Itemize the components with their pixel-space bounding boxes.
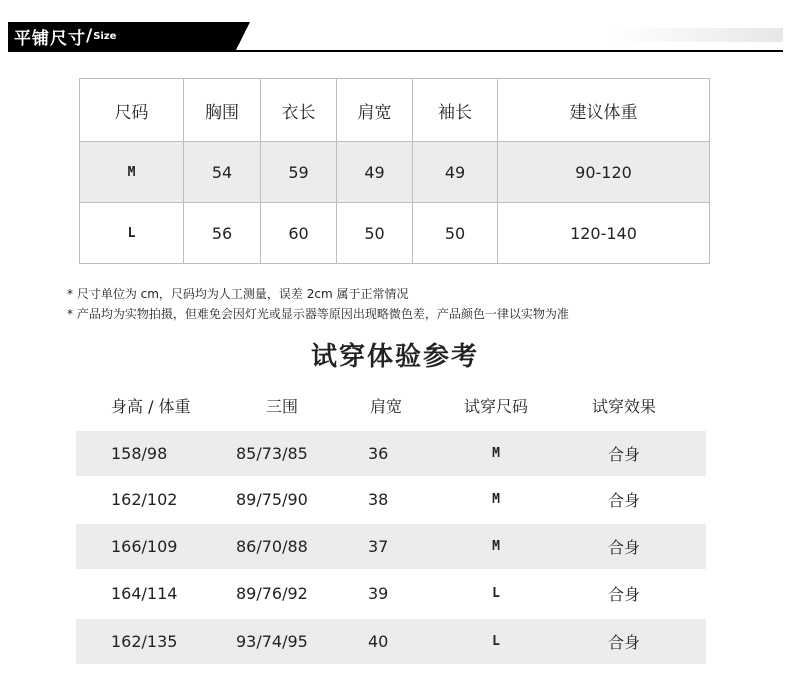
header-tab bbox=[8, 22, 236, 50]
note-color: * 产品均为实物拍摄，但难免会因灯光或显示器等原因出现略微色差，产品颜色一律以实物为准 bbox=[67, 307, 569, 321]
ref-cell-shoulder: 39 bbox=[368, 584, 389, 603]
ref-cell-height-weight: 166/109 bbox=[111, 537, 178, 556]
size-cell-size: M bbox=[80, 142, 184, 203]
size-table-row bbox=[80, 203, 710, 264]
ref-cell-measurements: 89/75/90 bbox=[236, 490, 308, 509]
ref-cell-height-weight: 164/114 bbox=[111, 584, 178, 603]
ref-cell-height-weight: 162/135 bbox=[111, 632, 178, 651]
size-cell-weight: 90-120 bbox=[498, 142, 710, 203]
header-slash: / bbox=[86, 26, 93, 46]
ref-cell-measurements: 89/76/92 bbox=[236, 584, 308, 603]
reference-title: 试穿体验参考 bbox=[310, 342, 479, 372]
ref-col-height-weight: 身高 / 体重 bbox=[111, 396, 191, 416]
ref-cell-shoulder: 37 bbox=[368, 537, 389, 556]
size-cell-shoulder: 49 bbox=[337, 142, 413, 203]
ref-cell-shoulder: 36 bbox=[368, 444, 389, 463]
header-subtitle: Size bbox=[93, 30, 117, 42]
size-cell-shoulder: 50 bbox=[337, 203, 413, 264]
reference-row bbox=[76, 477, 706, 522]
ref-cell-fit: 合身 bbox=[607, 633, 640, 652]
ref-cell-tried-size: L bbox=[492, 634, 500, 649]
size-cell-weight: 120-140 bbox=[498, 203, 710, 264]
ref-cell-measurements: 86/70/88 bbox=[236, 537, 308, 556]
size-cell-chest: 54 bbox=[184, 142, 261, 203]
ref-col-measurements: 三围 bbox=[266, 396, 299, 416]
size-table-row bbox=[80, 142, 710, 203]
ref-cell-tried-size: M bbox=[492, 446, 500, 461]
size-col-chest: 胸围 bbox=[184, 79, 261, 142]
reference-row bbox=[76, 524, 706, 569]
ref-cell-tried-size: L bbox=[492, 586, 500, 601]
size-col-weight: 建议体重 bbox=[498, 79, 710, 142]
size-col-sleeve: 袖长 bbox=[413, 79, 498, 142]
ref-col-shoulder: 肩宽 bbox=[370, 396, 403, 416]
size-cell-length: 60 bbox=[261, 203, 337, 264]
size-table-header-row bbox=[80, 79, 710, 142]
size-col-size: 尺码 bbox=[80, 79, 184, 142]
ref-cell-shoulder: 38 bbox=[368, 490, 389, 509]
ref-cell-height-weight: 162/102 bbox=[111, 490, 178, 509]
size-cell-sleeve: 50 bbox=[413, 203, 498, 264]
header-slant-decoration bbox=[236, 22, 250, 50]
size-col-length: 衣长 bbox=[261, 79, 337, 142]
size-cell-length: 59 bbox=[261, 142, 337, 203]
ref-col-tried-size: 试穿尺码 bbox=[463, 396, 528, 416]
header-title: 平铺尺寸 bbox=[14, 28, 86, 49]
ref-cell-fit: 合身 bbox=[607, 538, 640, 557]
reference-row bbox=[76, 619, 706, 664]
reference-row bbox=[76, 431, 706, 476]
ref-cell-height-weight: 158/98 bbox=[111, 444, 168, 463]
ref-col-fit: 试穿效果 bbox=[591, 396, 656, 416]
section-header bbox=[8, 22, 783, 52]
ref-cell-shoulder: 40 bbox=[368, 632, 389, 651]
ref-cell-fit: 合身 bbox=[607, 491, 640, 510]
size-cell-sleeve: 49 bbox=[413, 142, 498, 203]
header-underline bbox=[8, 50, 783, 52]
note-measurement: * 尺寸单位为 cm，尺码均为人工测量，误差 2cm 属于正常情况 bbox=[67, 287, 409, 301]
header-fade-decoration bbox=[613, 28, 783, 42]
size-table bbox=[79, 78, 710, 264]
size-cell-size: L bbox=[80, 203, 184, 264]
ref-cell-tried-size: M bbox=[492, 539, 500, 554]
ref-cell-fit: 合身 bbox=[607, 585, 640, 604]
ref-cell-fit: 合身 bbox=[607, 445, 640, 464]
size-cell-chest: 56 bbox=[184, 203, 261, 264]
ref-cell-measurements: 93/74/95 bbox=[236, 632, 308, 651]
reference-row bbox=[76, 571, 706, 616]
size-notes bbox=[67, 284, 569, 324]
ref-cell-tried-size: M bbox=[492, 492, 500, 507]
reference-header-row bbox=[76, 392, 706, 418]
ref-cell-measurements: 85/73/85 bbox=[236, 444, 308, 463]
size-col-shoulder: 肩宽 bbox=[337, 79, 413, 142]
